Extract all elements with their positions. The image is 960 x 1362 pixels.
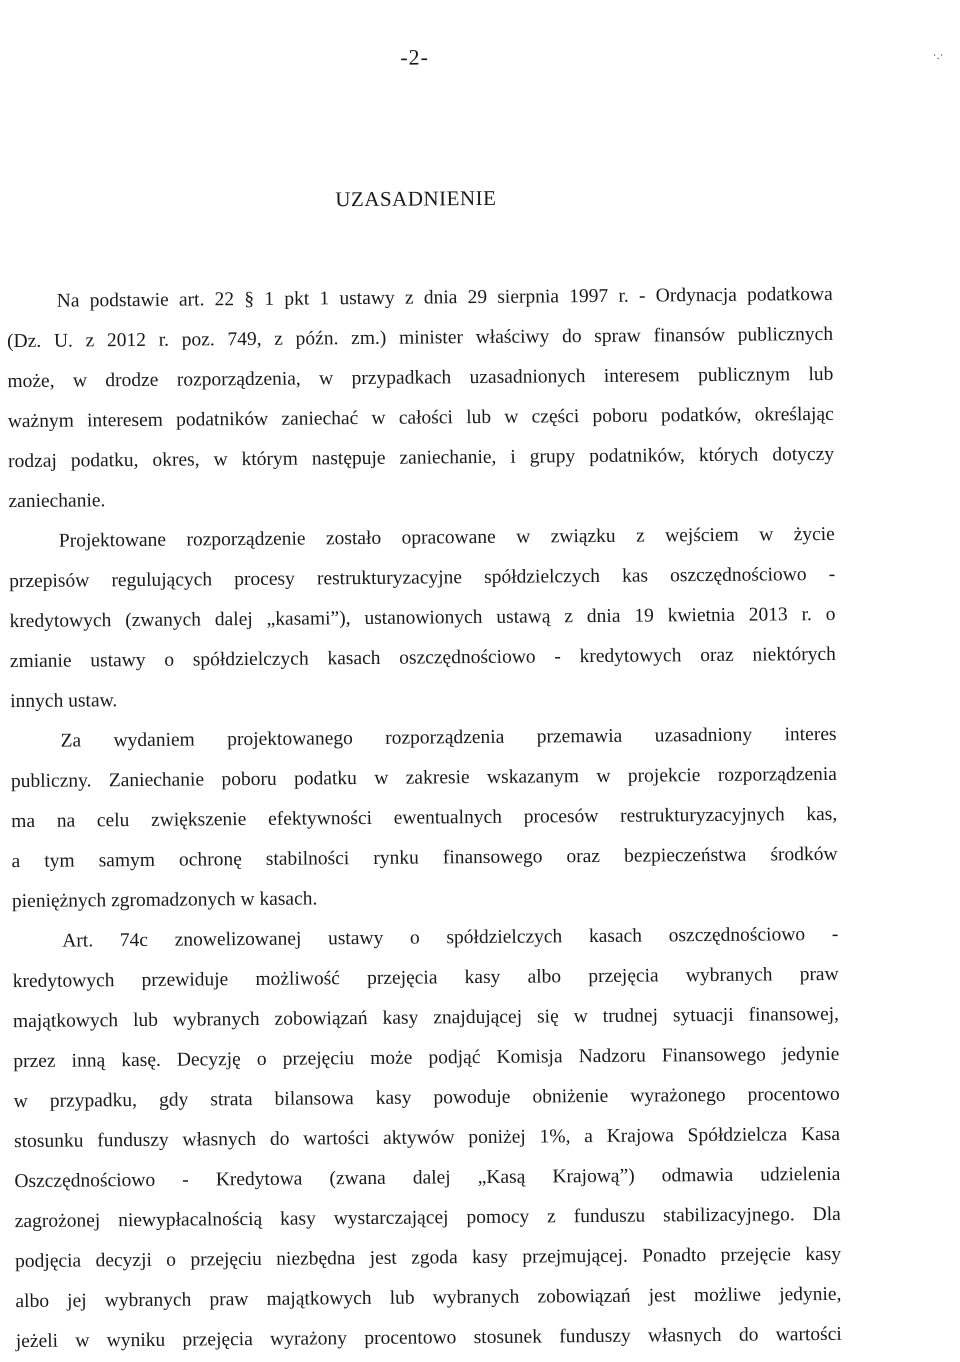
text-line: rodzaj podatku, okres, w którym następuje zaniechanie, i grupy podatników, których dotyczy [8,443,835,473]
paragraph-1 [7,275,835,522]
text-line: przez inną kasę. Decyzję o przejęciu może podjąć Komisja Nadzoru Finansowego jedynie [13,1043,840,1073]
text-line: może, w drodze rozporządzenia, w przypadkach uzasadnionych interesem publicznym lub [7,363,834,393]
text-line: kredytowych (zwanych dalej „kasami”), ustanowionych ustawą z dnia 19 kwietnia 2013 r. o [9,603,836,633]
text-line: zmianie ustawy o spółdzielczych kasach oszczędnościowo - kredytowych oraz niektórych [9,643,836,673]
text-line: pieniężnych zgromadzonych w kasach. [11,888,318,913]
text-line: Projektowane rozporządzenie zostało opracowane w związku z wejściem w życie [58,523,835,552]
text-line: ważnym interesem podatników zaniechać w całości lub w części poboru podatków, określając [7,403,834,433]
document-title: UZASADNIENIE [335,185,497,212]
text-line: a tym samym ochronę stabilności rynku finansowego oraz bezpieczeństwa środków [11,843,838,873]
text-line: jeżeli w wyniku przejęcia wyrażony procentowo stosunek funduszy własnych do wartości [15,1323,842,1353]
text-line: innych ustaw. [10,690,118,713]
text-line: w przypadku, gdy strata bilansowa kasy powoduje obniżenie wyrażonego procentowo [13,1083,840,1113]
page-number: -2- [400,44,430,70]
text-line: stosunku funduszy własnych do wartości aktywów poniżej 1%, a Krajowa Spółdzielcza Kasa [13,1123,841,1153]
text-line: zaniechanie. [8,490,106,513]
paragraph-2 [9,515,837,722]
text-line: Art. 74c znowelizowanej ustawy o spółdzielczych kasach oszczędnościowo - [62,923,839,952]
text-line: albo jej wybranych praw majątkowych lub wybranych zobowiązań jest możliwe jedynie, [15,1283,842,1313]
text-line: (Dz. U. z 2012 r. poz. 749, z późn. zm.) minister właściwy do spraw finansów publicznych [6,323,834,353]
text-line: ma na celu zwiększenie efektywności ewentualnych procesów restrukturyzacyjnych kas, [11,803,838,833]
scan-speck: ·.· [932,47,944,63]
text-line: Za wydaniem projektowanego rozporządzenia przemawia uzasadniony interes [60,723,837,752]
text-line: Oszczędnościowo - Kredytowa (zwana dalej „Kasą Krajową”) odmawia udzielenia [14,1163,841,1193]
document-body [7,275,842,1362]
paragraph-4 [12,915,842,1362]
text-line: publiczny. Zaniechanie poboru podatku w zakresie wskazanym w projekcie rozporządzenia [10,763,837,793]
text-line: zagrożonej niewypłacalnością kasy wystarczającej pomocy z funduszu stabilizacyjnego. Dla [14,1203,841,1233]
text-line: podjęcia decyzji o przejęciu niezbędna jest zgoda kasy przejmującej. Ponadto przejęcie kasy [15,1243,842,1273]
text-line: Na podstawie art. 22 § 1 pkt 1 ustawy z dnia 29 sierpnia 1997 r. - Ordynacja podatkowa [56,283,833,312]
text-line: przepisów regulujących procesy restrukturyzacyjne spółdzielczych kas oszczędnościowo - [9,563,836,593]
paragraph-3 [10,715,838,922]
text-line: majątkowych lub wybranych zobowiązań kasy znajdującej się w trudnej sytuacji finansowej, [12,1003,840,1033]
text-line: kredytowych przewiduje możliwość przejęcia kasy albo przejęcia wybranych praw [12,963,839,993]
